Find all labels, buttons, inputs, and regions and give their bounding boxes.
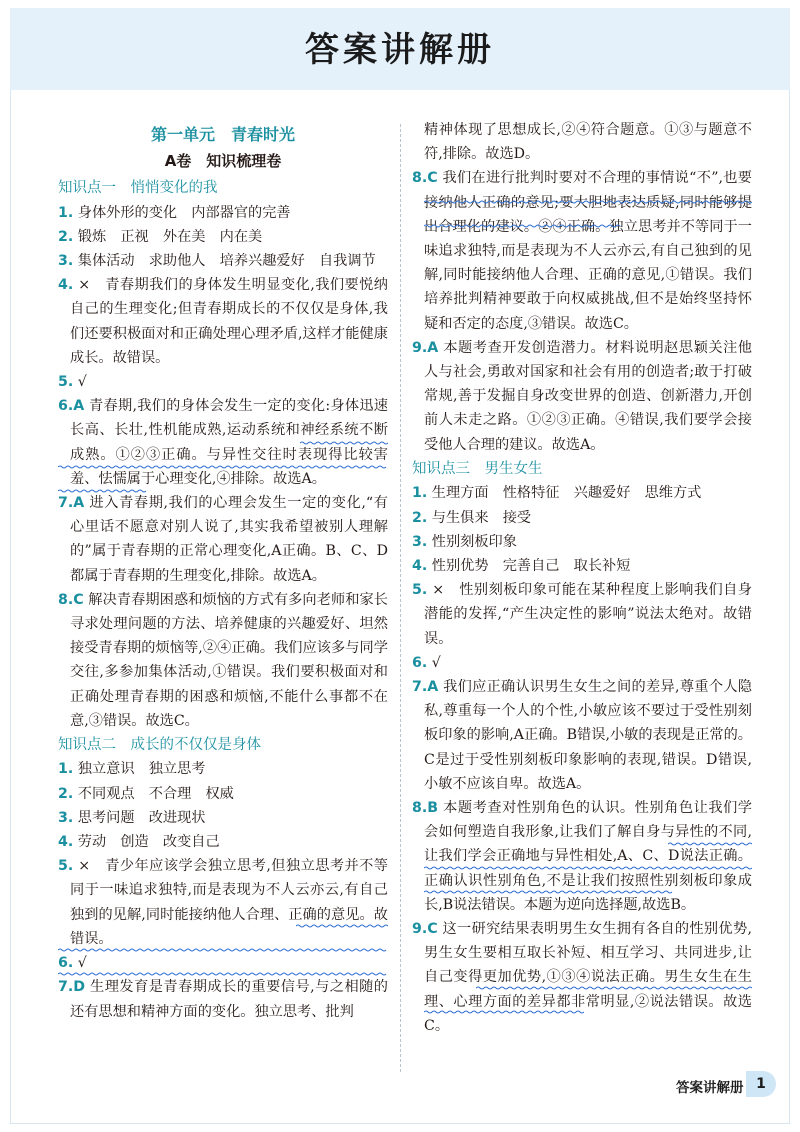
answer-number: 9.A xyxy=(412,339,439,356)
answer-text: × 青少年应该学会独立思考,但独立思考并不等同于一味追求独特,而是表现为不人云亦云,有自己独到的见解,同时能接纳他人合理、正确的意见。故错误。 xyxy=(70,858,388,947)
answer-text: 性别优势 完善自己 取长补短 xyxy=(431,557,631,574)
page-number: 1 xyxy=(746,1071,776,1097)
answer-number: 2. xyxy=(58,785,74,802)
wavy-underline xyxy=(58,972,388,976)
answer-text: 锻炼 正视 外在美 内在美 xyxy=(77,228,263,245)
wavy-underline xyxy=(424,200,752,204)
answer-number: 5. xyxy=(58,373,74,390)
answer-number: 3. xyxy=(58,252,74,269)
answer-number: 6.A xyxy=(58,398,85,415)
answer-text: 与生俱来 接受 xyxy=(431,509,532,526)
answer-number: 4. xyxy=(58,834,74,851)
answer-text: √ xyxy=(431,654,441,671)
answer-item xyxy=(412,530,752,554)
answer-number: 8.C xyxy=(412,170,438,187)
answer-text: 独立意识 独立思考 xyxy=(77,761,206,778)
answer-text: × 性别刻板印象可能在某种程度上影响我们自身潜能的发挥,“产生决定性的影响”说法太绝对。故错误。 xyxy=(424,582,752,647)
answer-item xyxy=(58,830,388,854)
answer-number: 5. xyxy=(412,582,428,599)
wavy-underline xyxy=(58,465,388,469)
answer-text: 不同观点 不合理 权威 xyxy=(77,785,234,802)
answer-text: 本题考查对性别角色的认识。性别角色让我们学会如何塑造自我形象,让我们了解自身与异性的不同,让我们学会正确地与异性相处,A、C、D说法正确。正确认识性别角色,不是让我们按照性别刻板印象成长,B说法错误。本题为逆向选择题,故选B。 xyxy=(424,799,752,913)
answer-text: 身体外形的变化 内部器官的完善 xyxy=(77,204,291,221)
answer-text: 集体活动 求助他人 培养兴趣爱好 自我调节 xyxy=(77,252,376,269)
answer-text: 劳动 创造 改变自己 xyxy=(77,834,220,851)
wavy-underline xyxy=(58,948,388,952)
answer-number: 4. xyxy=(412,557,428,574)
answer-text: 进入青春期,我们的心理会发生一定的变化,“有心里话不愿意对别人说了,其实我希望被别人理解的”属于青春期的正常心理变化,A正确。B、C、D都属于青春期的生理变化,排除。故选A。 xyxy=(70,494,388,584)
answer-item xyxy=(412,796,752,917)
answer-text: 本题考查开发创造潜力。材料说明赵思颖关注他人与社会,勇敢对国家和社会有用的创造者;敢于打破常规,善于发掘自身改变世界的创造、创新潜力,开创前人未走之路。①②③正确。④错误,我们要学会接受他人合理的建议。故选A。 xyxy=(424,339,752,453)
answer-item xyxy=(58,249,388,273)
answer-text: × 青春期我们的身体发生明显变化,我们要悦纳自己的生理变化;但青春期成长的不仅仅是身体,我们还要积极面对和正确处理心理矛盾,这样才能健康成长。故错误。 xyxy=(70,277,388,366)
knowledge-point-heading: 知识点一 悄悄变化的我 xyxy=(58,180,218,196)
answer-item xyxy=(412,336,752,457)
right-column-body xyxy=(412,118,752,1038)
answer-item xyxy=(58,757,388,781)
wavy-underline xyxy=(300,441,388,445)
knowledge-point-heading: 知识点三 男生女生 xyxy=(412,460,543,477)
answer-item xyxy=(412,675,752,796)
answer-text: 思考问题 改进现状 xyxy=(77,809,206,826)
answer-item xyxy=(412,166,752,335)
left-column-body xyxy=(58,176,388,1024)
answer-text: 生理方面 性格特征 兴趣爱好 思维方式 xyxy=(431,485,702,502)
answer-item xyxy=(412,917,752,1038)
answer-item xyxy=(58,588,388,733)
knowledge-point-heading: 知识点二 成长的不仅仅是身体 xyxy=(58,736,261,753)
answer-number: 1. xyxy=(58,761,74,778)
wavy-underline xyxy=(424,224,620,228)
answer-item xyxy=(412,481,752,505)
answer-item xyxy=(58,491,388,588)
answer-item xyxy=(412,578,752,651)
footer-label: 答案讲解册 xyxy=(676,1080,744,1096)
page-title: 答案讲解册 xyxy=(305,30,495,70)
answer-continuation: 精神体现了思想成长,②④符合题意。①③与题意不符,排除。故选D。 xyxy=(424,122,752,163)
volume-title: A卷 知识梳理卷 xyxy=(164,152,282,170)
answer-item xyxy=(58,806,388,830)
answer-item xyxy=(58,201,388,225)
answer-item xyxy=(58,854,388,951)
answer-number: 5. xyxy=(58,858,74,875)
wavy-underline xyxy=(668,842,752,846)
answer-item xyxy=(58,273,388,370)
answer-item xyxy=(58,225,388,249)
answer-number: 6. xyxy=(58,955,74,972)
answer-number: 8.C xyxy=(58,591,84,608)
answer-item xyxy=(58,782,388,806)
answer-text: 生理发育是青春期成长的重要信号,与之相随的还有思想和精神方面的变化。独立思考、批判 xyxy=(70,979,388,1020)
answer-number: 4. xyxy=(58,277,74,294)
answer-text: 性别刻板印象 xyxy=(431,533,517,550)
answer-number: 2. xyxy=(412,509,428,526)
answer-item xyxy=(412,651,752,675)
answer-item xyxy=(412,506,752,530)
answer-text: √ xyxy=(77,955,87,972)
answer-item xyxy=(58,975,388,1023)
answer-number: 7.D xyxy=(58,979,86,996)
answer-number: 3. xyxy=(412,533,428,550)
wavy-underline xyxy=(424,890,674,894)
answer-number: 8.B xyxy=(412,799,439,816)
wavy-underline xyxy=(476,986,752,990)
answer-item xyxy=(58,370,388,394)
column-divider xyxy=(400,124,401,1072)
answer-number: 1. xyxy=(412,485,428,502)
wavy-underline xyxy=(296,924,388,928)
answer-text: 这一研究结果表明男生女生拥有各自的性别优势,男生女生要相互取长补短、相互学习、共同进步,让自己变得更加优势,①③④说法正确。男生女生在生理、心理方面的差异都非常明显,②说法错误。故选C。 xyxy=(424,921,752,1034)
right-column xyxy=(412,118,752,1038)
answer-text: √ xyxy=(77,373,87,390)
answer-text: 解决青春期困惑和烦恼的方式有多向老师和家长寻求处理问题的方法、培养健康的兴趣爱好、坦然接受青春期的烦恼等,②④正确。我们应该多与同学交往,多参加集体活动,①错误。我们要积极面对和正确处理青春期的困惑和烦恼,不能什么事都不在意,③错误。故选C。 xyxy=(70,591,388,729)
answer-number: 3. xyxy=(58,809,74,826)
wavy-underline xyxy=(58,489,148,493)
answer-number: 2. xyxy=(58,228,74,245)
left-column xyxy=(58,118,388,1024)
wavy-underline xyxy=(424,866,752,870)
answer-number: 9.C xyxy=(412,921,438,937)
answer-number: 6. xyxy=(412,654,428,671)
answer-number: 1. xyxy=(58,204,74,221)
answer-text: 我们在进行批判时要对不合理的事情说“不”,也要接纳他人正确的意见;要大胆地表达质疑,同时能够提出合理化的建议。②④正确。独立思考并不等同于一味追求独特,而是表现为不人云亦云,有自己独到的见解,同时能接纳他人合理、正确的意见,①错误。我们培养批判精神要敢于向权威挑战,但不是始终坚持怀疑和否定的态度,③错误。故选C。 xyxy=(424,170,752,332)
unit-title: 第一单元 青春时光 xyxy=(150,125,295,144)
answer-text: 青春期,我们的身体会发生一定的变化:身体迅速长高、长壮,性机能成熟,运动系统和神经系统不断成熟。①②③正确。与异性交往时表现得比较害羞、怯懦属于心理变化,④排除。故选A。 xyxy=(70,398,388,487)
answer-text: 我们应正确认识男生女生之间的差异,尊重个人隐私,尊重每一个人的个性,小敏应该不要过于受性别刻板印象的影响,A正确。B错误,小敏的表现是正常的。C是过于受性别刻板印象影响的表现,错误。D错误,小敏不应该自卑。故选A。 xyxy=(424,678,753,792)
answer-number: 7.A xyxy=(58,494,85,511)
answer-number: 7.A xyxy=(412,678,439,695)
answer-item xyxy=(412,554,752,578)
wavy-underline xyxy=(424,1010,584,1014)
